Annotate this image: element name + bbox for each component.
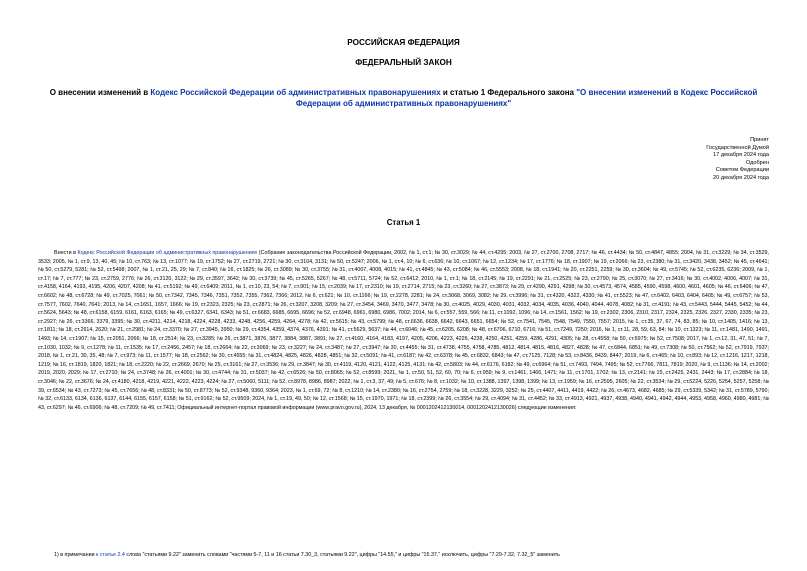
article-item-1 bbox=[38, 551, 769, 560]
law-title-text-1: О внесении изменений в bbox=[49, 88, 151, 97]
law-title-text-2: и статью 1 Федерального закона bbox=[440, 88, 577, 97]
item1-prefix: 1) в примечании bbox=[54, 552, 97, 558]
adoption-line: Советом Федерации bbox=[715, 167, 769, 174]
law-title-link-code[interactable]: Кодекс Российской Федерации об административных правонарушениях bbox=[150, 88, 441, 97]
adoption-line: 17 декабря 2024 года bbox=[713, 152, 769, 159]
article-link-code[interactable]: Кодекс Российской Федерации об административных правонарушениях bbox=[77, 250, 258, 256]
article-heading: Статья 1 bbox=[386, 218, 421, 227]
item1-link-article-2-4[interactable]: к статье 2.4 bbox=[96, 552, 125, 558]
adoption-line: Государственной Думой bbox=[706, 144, 769, 151]
law-type-heading: ФЕДЕРАЛЬНЫЙ ЗАКОН bbox=[355, 58, 452, 67]
adoption-block bbox=[569, 137, 769, 183]
article-intro-text: (Собрание законодательства Российской Федерации, 2002, № 1, ст.1; № 30, ст.3029; № 44, ст.4295; 2003, № 27, ст.2700, 2708, 2717; № 46, ст.4434; № 50, ст.4847, 4855; 2004, № 31, ст.3229; № 34, ст.3529, 3533; 2005, № 1, ст.9, 13, 40, 45; № 10, ст.763; № 13, ст.1077; № 19, ст.1752; № 27, ст.2719, 2721; № 30, ст.3104, 3131; № 50, ст.5247; 2006, № 1, ст.4, 10; № 6, ст.636; № 10, ст.1067; № 12, ст.1234; № 17, ст.1776; № 18, ст.1907; № 19, ст.2066; № 23, ст.2380; № 31, ст.3420, 3438, 3452; № 45, ст.4641; № 50, ст.5279, 5281; № 52, ст.5498; 2007, № 1, ст.21, 25, 29; № 7, ст.840; № 16, ст.1825; № 26, ст.3089; № 30, ст.3755; № 31, ст.4007, 4008, 4015; № 41, ст.4845; № 43, ст.5084; № 46, ст.5553; 2008, № 18, ст.1941; № 20, ст.2251, 2259; № 30, ст.3604; № 49, ст.5745; № 52, ст.6235, 6236; 2009, № 1, ст.17; № 7, ст.777; № 23, ст.2759, 2776; № 26, ст.3120, 3122; № 29, ст.3597, 3642; № 30, ст.3739; № 45, ст.5265, 5267; № 48, ст.5711, 5724; № 52, ст.6412; 2010, № 1, ст.1; № 18, ст.2145; № 19, ст.2291; № 21, ст.2525; № 23, ст.2790; № 25, ст.3070; № 27, ст.3416; № 30, ст.4002, 4006, 4007; № 31, ст.4158, 4164, 4193, 4195, 4206, 4207, 4208; № 41, ст.5192; № 49, ст.6409; 2011, № 1, ст.10, 23, 54; № 7, ст.901; № 15, ст.2039; № 17, ст.2310; № 19, ст.2714, 2715; № 23, ст.3260; № 27, ст.3873; № 29, ст.4290, 4291, 4298; № 30, ст.4573, 4574, 4585, 4590, 4598, 4600, 4601, 4605; № 46, ст.6406; № 47, ст.6602; № 48, ст.6728; № 49, ст.7025, 7061; № 50, ст.7342, 7345, 7346, 7351, 7352, 7355, 7362, 7366; 2012, № 6, ст.621; № 10, ст.1166; № 19, ст.2278, 2281; № 24, ст.3068, 3069, 3082; № 29, ст.3996; № 31, ст.4320, 4322, 4330; № 41, ст.5523; № 47, ст.6402, 6403, 6404, 6405; № 49, ст.6757; № 53, ст.7577, 7602, 7640, 7641; 2013, № 14, ст.1651, 1657, 1666; № 19, ст.2323, 2325; № 23, ст.2871; № 26, ст.3207, 3208, 3209; № 27, ст.3454, 3469, 3470, 3477, 3478; № 30, ст.4025, 4029, 4030, 4031, 4032, 4034, 4035, 4036, 4040, 4044, 4078, 4082; № 31, ст.4191; № 43, ст.5443, 5444, 5445, 5452; № 44, ст.5624, 5643; № 48, ст.6158, 6159, 6161, 6163, 6165; № 49, ст.6327, 6341, 6343; № 51, ст.6683, 6685, 6695, 6696; № 52, ст.6948, 6961, 6980, 6986, 7002; 2014, № 6, ст.557, 559, 566; № 11, ст.1092, 1096; № 14, ст.1561, 1562; № 19, ст.2302, 2306, 2310, 2317, 2324, 2325, 2326, 2327, 2330, 2335; № 23, ст.2927; № 26, ст.3366, 3379, 3395; № 30, ст.4211, 4214, 4218, 4224, 4228, 4233, 4248, 4256, 4259, 4264, 4278; № 42, ст.5615; № 43, ст.5799; № 48, ст.6636, 6638, 6642, 6643, 6651, 6654; № 52, ст.7541, 7545, 7548, 7549, 7550, 7557; 2015, № 1, ст.35, 37, 67, 74, 83, 85; № 10, ст.1405, 1416; № 13, ст.1811; № 18, ст.2614, 2620; № 21, ст.2981; № 24, ст.3370; № 27, ст.3945, 3950; № 29, ст.4354, 4359, 4374, 4376, 4391; № 41, ст.5629, 5637; № 44, ст.6046; № 45, ст.6205, 6208; № 48, ст.6706, 6710, 6716; № 51, ст.7249, 7250; 2016, № 1, ст.11, 28, 59, 63, 84; № 10, ст.1323; № 11, ст.1481, 1490, 1491, 1493; № 14, ст.1907; № 15, ст.2051, 2066; № 18, ст.2514; № 23, ст.3285; № 26, ст.3871, 3876, 3877, 3884, 3887, 3891; № 27, ст.4160, 4164, 4183, 4197, 4205, 4206, 4223, 4226, 4238, 4250, 4251, 4259, 4286, 4291, 4305; № 28, ст.4558; № 50, ст.6975; № 52, ст.7508; 2017, № 1, ст.12, 31, 47, 51; № 7, ст.1030, 1032; № 9, ст.1278; № 11, ст.1535; № 17, ст.2456, 2457; № 18, ст.2664; № 22, ст.3069; № 23, ст.3227; № 24, ст.3487; № 27, ст.3947; № 30, ст.4455; № 31, ст.4738, 4755, 4758, 4785, 4812, 4814, 4815, 4816, 4827, 4828; № 47, ст.6844, 6851; № 49, ст.7308; № 50, ст.7562; № 52, ст.7919, 7937; 2018, № 1, ст.21, 30, 35, 48; № 7, ст.973; № 11, ст.1577; № 18, ст.2562; № 30, ст.4555; № 31, ст.4824, 4825, 4826, 4828, 4851; № 32, ст.5091; № 41, ст.6187; № 42, ст.6378; № 45, ст.6832, 6843; № 47, ст.7125, 7128; № 53, ст.8436, 8439, 8447; 2019, № 6, ст.465; № 10, ст.893; № 12, ст.1216, 1217, 1218, 1219; № 16, ст.1819, 1820, 1821; № 18, ст.2220; № 22, ст.2669, 2670; № 25, ст.3161; № 27, ст.3536; № 29, ст.3847; № 30, ст.4119, 4120, 4121, 4122, 4125, 4131; № 42, ст.5803; № 44, ст.6176, 6182; № 49, ст.6964; № 51, ст.7493, 7494, 7495; № 52, ст.7766, 7811, 7819; 2020, № 9, ст.1136; № 14, ст.2002; 2019, 2020, 2029; № 17, ст.2710; № 24, ст.3748; № 26, ст.4001; № 30, ст.4744; № 31, ст.5037; № 42, ст.6526; № 50, ст.8065; № 52, ст.8599; 2021, № 1, ст.50, 51, 52, 60, 70; № 6, ст.959; № 9, ст.1461, 1466, 1471; № 11, ст.1701, 1702; № 13, ст.2141; № 15, ст.2425, 2431, 2443; № 17, ст.2884; № 18, ст.3046; № 22, ст.3676; № 24, ст.4180, 4218, 4219, 4221, 4222, 4223, 4224; № 27, ст.5060, 5111; № 52, ст.8978, 8986, 8987; 2022, № 1, ст.3, 37, 49; № 5, ст.676; № 8, ст.1032; № 10, ст.1388, 1397, 1398, 1399; № 13, ст.1959; № 16, ст.2595, 2605; № 22, ст.3534; № 29, ст.5224, 5226, 5254, 5257, 5258; № 39, ст.6534; № 43, ст.7273; № 45, ст.7656; № 48, ст.8331; № 50, ст.8773; № 52, ст.9348, 9360, 9364; 2023, № 1, ст.69, 72; № 8, ст.1210; № 14, ст.2380; № 16, ст.2754, 2759; № 18, ст.3228, 3229, 3252; № 25, ст.4407, 4411, 4419, 4422; № 26, ст.4673, 4682, 4685; № 29, ст.5339, 5342; № 31, ст.5789, 5790; № 32, ст.6133, 6134, 6136, 6137, 6144, 6155, 6157, 6158; № 51, ст.9162; № 52, ст.9509; 2024, № 1, ст.19, 49, 50; № 12, ст.1568; № 15, ст.1970, 1971; № 18, ст.2399; № 26, ст.3554; № 29, ст.4094; № 31, ст.4452; № 33, ст.4913, 4921, 4937, 4938, 4940, 4941, 4942, 4944, 4953, 4958, 4960, 4980, 4981; № 43, ст.6297; № 46, ст.6906; № 48, ст.7209; № 49, ст.7411; Официальный интернет-портал правовой информации (www.pravo.gov.ru), 2024, 13 декабря, № 0001202412130014, 0001202412130026) следующие изменения: bbox=[38, 250, 770, 411]
country-heading: РОССИЙСКАЯ ФЕДЕРАЦИЯ bbox=[347, 38, 460, 47]
law-title-link-federal-law[interactable]: "О внесении изменений в Кодекс Российской Федерации об административных правонарушениях" bbox=[295, 88, 758, 108]
article-intro-prefix: Внести в bbox=[54, 250, 78, 256]
adoption-line: Одобрен bbox=[745, 159, 769, 166]
item1-text: слова "статьями 9.22" заменить словами "частями 5-7, 11 и 16 статьи 7.30_3, статьями 9.22", цифры "14.55," и цифры "15.37," исключить, цифры "7.29-7.32, 7.32_5" заменить bbox=[124, 552, 560, 558]
law-title bbox=[40, 87, 767, 109]
article-body bbox=[38, 249, 769, 412]
adoption-line: Принят bbox=[750, 137, 769, 143]
adoption-line: 20 декабря 2024 года bbox=[713, 174, 769, 181]
